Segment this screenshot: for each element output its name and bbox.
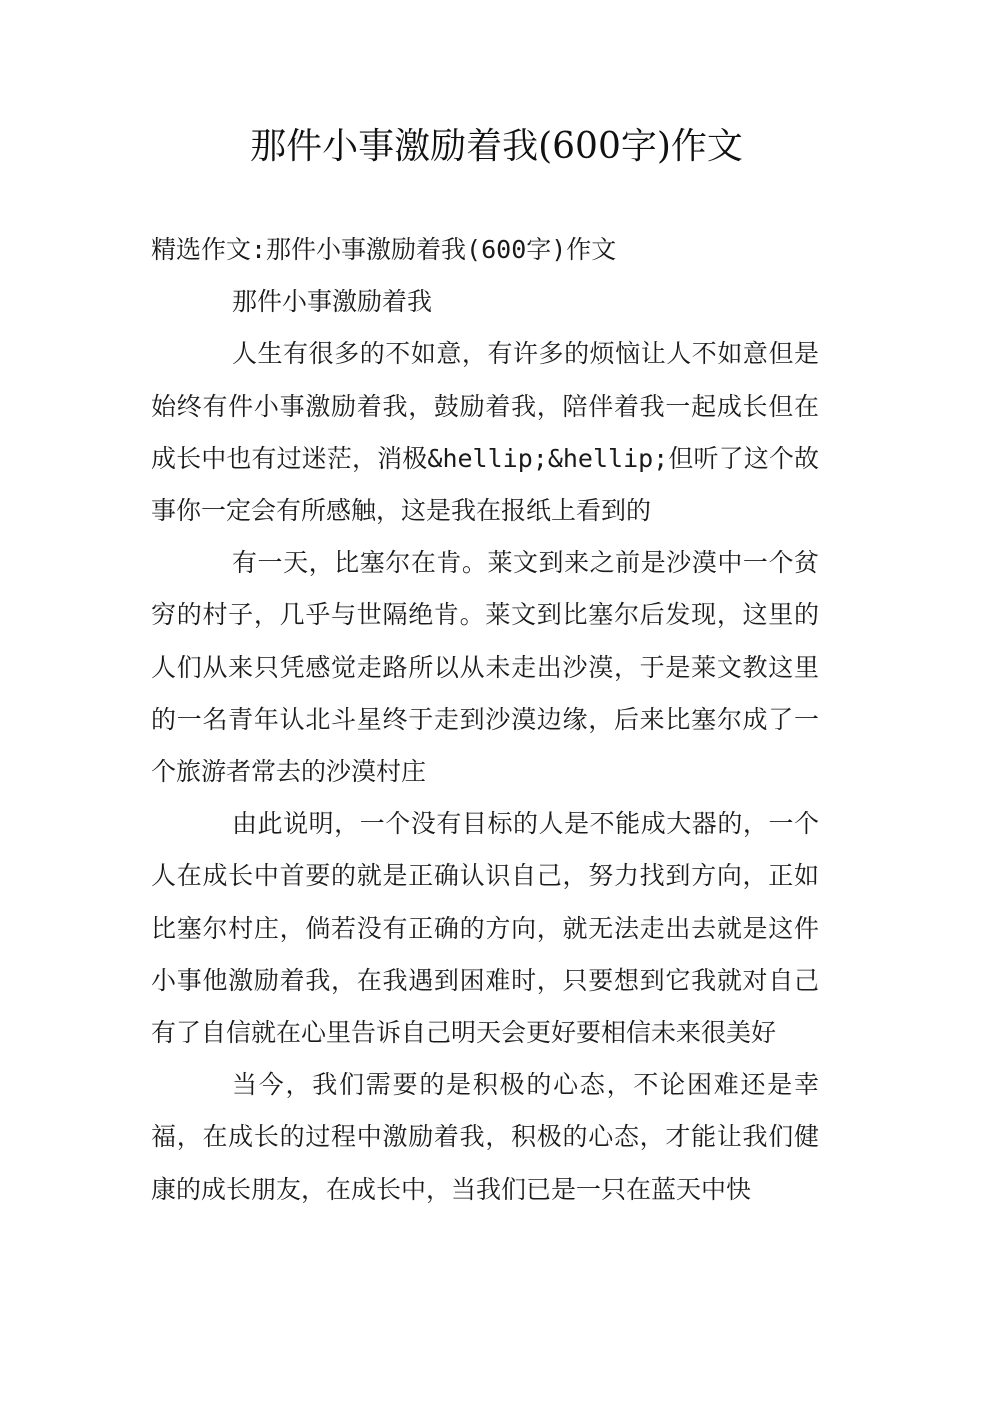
paragraph-3: 由此说明，一个没有目标的人是不能成大器的，一个人在成长中首要的就是正确认识自己，努力找到方向，正如比塞尔村庄，倘若没有正确的方向，就无法走出去就是这件小事他激励着我，在我遇到困难时，只要想到它我就对自己有了自信就在心里告诉自己明天会更好要相信未来很美好: [151, 809, 819, 1048]
intro-line: 精选作文:那件小事激励着我(600字)作文: [151, 235, 617, 264]
paragraph-1: 人生有很多的不如意，有许多的烦恼让人不如意但是始终有件小事激励着我，鼓励着我，陪伴着我一起成长但在成长中也有过迷茫，消极&hellip;&hellip;但听了这个故事你一定会有所感触，这是我在报纸上看到的: [151, 339, 819, 526]
document-body: [151, 224, 819, 1216]
paragraph-4: 当今，我们需要的是积极的心态，不论困难还是幸福，在成长的过程中激励着我，积极的心态，才能让我们健康的成长朋友，在成长中，当我们已是一只在蓝天中快: [151, 1070, 819, 1204]
paragraph-2: 有一天，比塞尔在肯。莱文到来之前是沙漠中一个贫穷的村子，几乎与世隔绝肯。莱文到比塞尔后发现，这里的人们从来只凭感觉走路所以从未走出沙漠，于是莱文教这里的一名青年认北斗星终于走到沙漠边缘，后来比塞尔成了一个旅游者常去的沙漠村庄: [151, 548, 819, 787]
document-title: 那件小事激励着我(600字)作文: [250, 126, 743, 167]
essay-subtitle: 那件小事激励着我: [232, 287, 433, 317]
